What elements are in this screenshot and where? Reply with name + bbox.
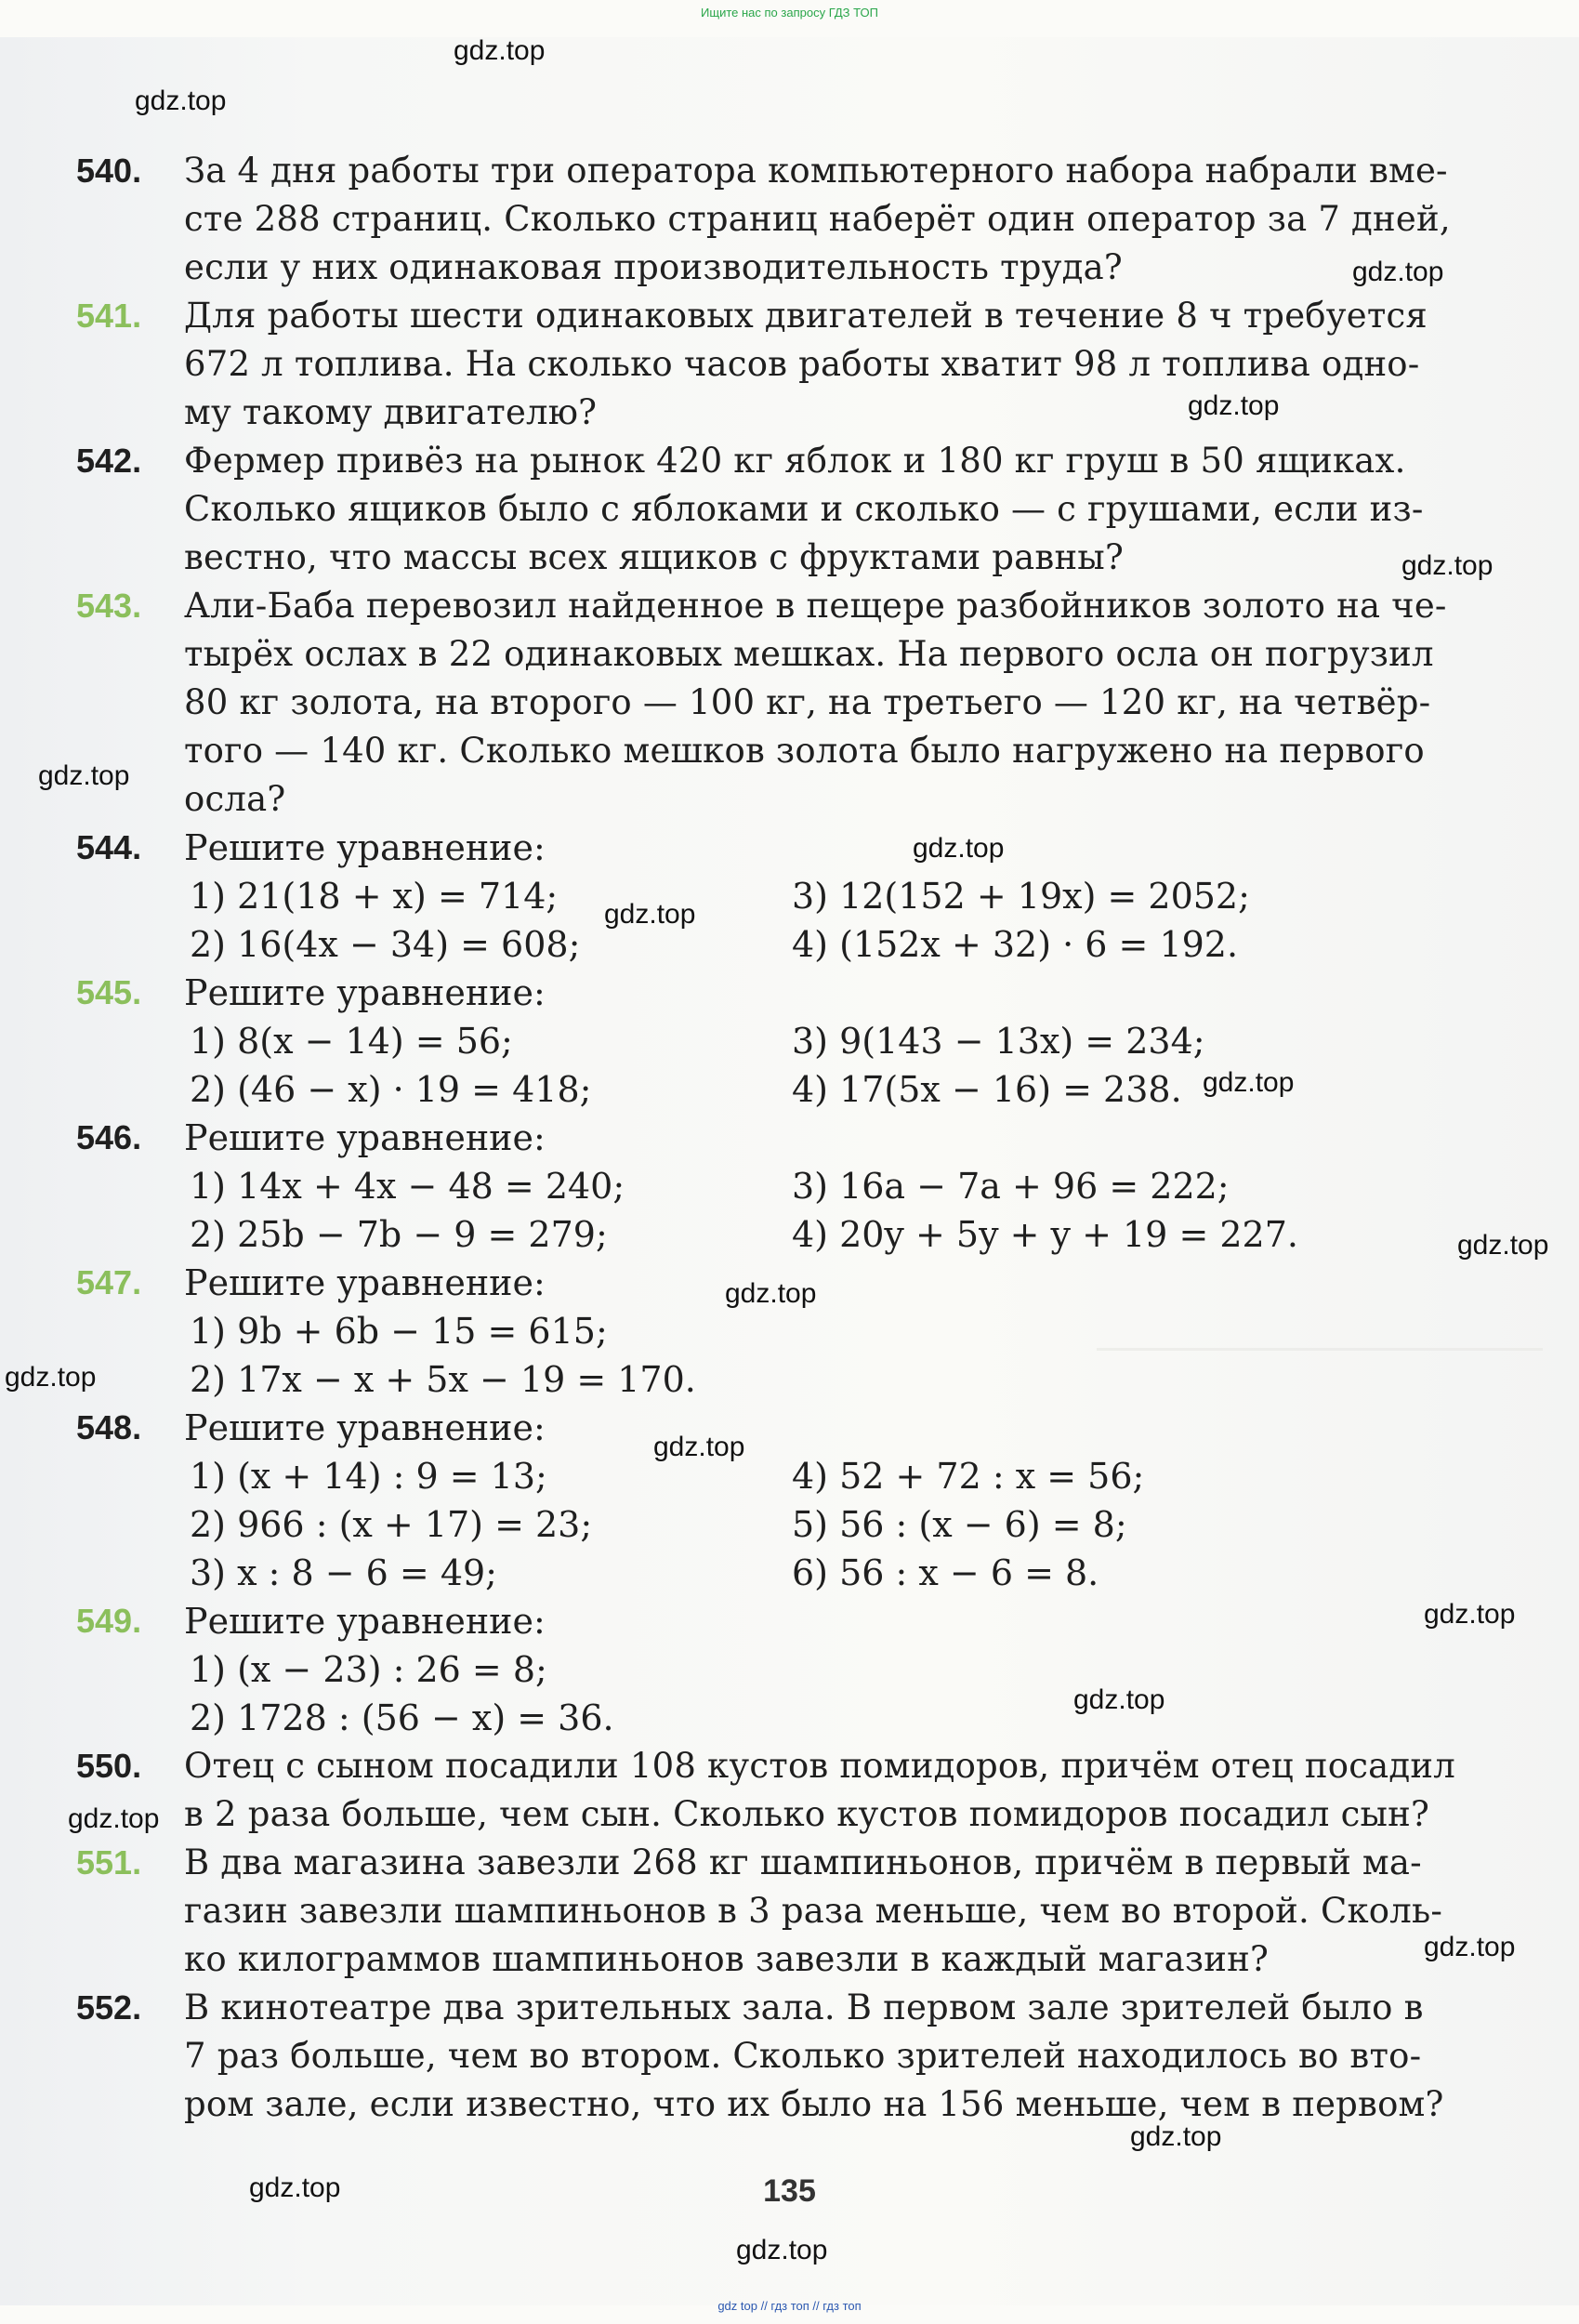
equation: 4) 52 + 72 : x = 56; — [792, 1456, 1145, 1497]
text-line: сте 288 страниц. Сколько страниц наберёт один оператор за 7 дней, — [184, 199, 1451, 239]
text-line: В кинотеатре два зрительных зала. В первом зале зрителей было в — [184, 1987, 1424, 2027]
equation: 2) (46 − x) · 19 = 418; — [190, 1069, 592, 1110]
equation: 1) 14x + 4x − 48 = 240; — [190, 1166, 625, 1207]
problem-number: 543. — [76, 587, 142, 625]
text-line: того — 140 кг. Сколько мешков золота было нагружено на первого — [184, 731, 1425, 771]
equation: 1) (x − 23) : 26 = 8; — [190, 1649, 547, 1690]
equation-row — [184, 872, 1532, 920]
text-line: В два магазина завезли 268 кг шампиньонов, причём в первый ма- — [184, 1842, 1422, 1882]
text-line: Сколько ящиков было с яблоками и сколько — с грушами, если из- — [184, 489, 1424, 529]
equation: 5) 56 : (x − 6) = 8; — [792, 1504, 1127, 1545]
watermark: gdz.top — [653, 1432, 745, 1462]
page-number: 135 — [763, 2173, 816, 2209]
equation-row — [184, 1210, 1532, 1259]
equation-row — [184, 1162, 1532, 1210]
equation: 2) 966 : (x + 17) = 23; — [190, 1504, 593, 1545]
problem-text — [184, 1839, 1532, 1984]
problem-heading: Решите уравнение: — [184, 1601, 546, 1642]
equation: 3) 9(143 − 13x) = 234; — [792, 1021, 1205, 1062]
equation: 4) 20y + 5y + y + 19 = 227. — [792, 1214, 1298, 1255]
watermark: gdz.top — [1424, 1932, 1516, 1962]
text-line: вестно, что массы всех ящиков с фруктами равны? — [184, 537, 1124, 577]
problem-heading: Решите уравнение: — [184, 827, 546, 868]
watermark: gdz.top — [1457, 1230, 1549, 1261]
equation: 6) 56 : x − 6 = 8. — [792, 1552, 1099, 1593]
problem-text — [184, 437, 1532, 582]
problem-number: 544. — [76, 828, 142, 866]
watermark: gdz.top — [68, 1803, 160, 1834]
text-line: Отец с сыном посадили 108 кустов помидоров, причём отец посадил — [184, 1746, 1455, 1786]
watermark: gdz.top — [1073, 1684, 1165, 1715]
equation-row — [184, 1645, 1532, 1694]
equation: 1) 9b + 6b − 15 = 615; — [190, 1311, 608, 1352]
problem-number: 545. — [76, 973, 142, 1011]
watermark: gdz.top — [38, 760, 130, 791]
problem-number: 541. — [76, 297, 142, 335]
watermark: gdz.top — [135, 86, 227, 116]
equation-row — [184, 1500, 1532, 1549]
equation-row — [184, 1355, 1532, 1404]
equation-row — [184, 920, 1532, 969]
problem-text — [184, 292, 1532, 437]
problem-text — [184, 1984, 1532, 2129]
problem-heading: Решите уравнение: — [184, 1407, 546, 1448]
equation: 2) 1728 : (56 − x) = 36. — [190, 1697, 614, 1738]
bottom-note: gdz top // гдз топ // гдз топ — [717, 2299, 862, 2313]
watermark: gdz.top — [454, 35, 546, 66]
watermark: gdz.top — [604, 899, 696, 930]
text-line: ко килограммов шампиньонов завезли в каждый магазин? — [184, 1939, 1270, 1979]
text-line: му такому двигателю? — [184, 392, 598, 432]
problem-number: 546. — [76, 1118, 142, 1156]
equation-list — [184, 1114, 1532, 1259]
watermark: gdz.top — [249, 2172, 341, 2203]
text-line: 672 л топлива. На сколько часов работы хватит 98 л топлива одно- — [184, 344, 1420, 384]
equation: 3) 16a − 7a + 96 = 222; — [792, 1166, 1230, 1207]
text-line: 7 раз больше, чем во втором. Сколько зрителей находилось во вто- — [184, 2036, 1422, 2076]
watermark: gdz.top — [1130, 2121, 1222, 2152]
text-line: в 2 раза больше, чем сын. Сколько кустов помидоров посадил сын? — [184, 1794, 1430, 1834]
watermark: gdz.top — [1352, 257, 1444, 287]
equation: 4) (152x + 32) · 6 = 192. — [792, 924, 1239, 965]
equation: 3) x : 8 − 6 = 49; — [190, 1552, 497, 1593]
equation-list — [184, 969, 1532, 1114]
equation-list — [184, 1404, 1532, 1597]
text-line: Для работы шести одинаковых двигателей в течение 8 ч требуется — [184, 296, 1428, 336]
top-note: Ищите нас по запросу ГДЗ ТОП — [701, 6, 878, 20]
equation: 1) 8(x − 14) = 56; — [190, 1021, 513, 1062]
problem-heading: Решите уравнение: — [184, 1117, 546, 1158]
text-line: осла? — [184, 779, 286, 819]
problem-number: 549. — [76, 1602, 142, 1640]
text-line: За 4 дня работы три оператора компьютерного набора набрали вме- — [184, 151, 1448, 191]
text-line: если у них одинаковая производительность труда? — [184, 247, 1123, 287]
equation: 1) 21(18 + x) = 714; — [190, 876, 559, 917]
text-line: газин завезли шампиньонов в 3 раза меньше, чем во второй. Сколь- — [184, 1891, 1443, 1931]
equation-list — [184, 1259, 1532, 1404]
equation: 4) 17(5x − 16) = 238. — [792, 1069, 1182, 1110]
text-line: Фермер привёз на рынок 420 кг яблок и 180 кг груш в 50 ящиках. — [184, 441, 1406, 481]
equation-row — [184, 1694, 1532, 1742]
equation: 1) (x + 14) : 9 = 13; — [190, 1456, 547, 1497]
problem-number: 548. — [76, 1408, 142, 1446]
watermark: gdz.top — [1203, 1067, 1295, 1098]
watermark: gdz.top — [725, 1278, 817, 1309]
watermark: gdz.top — [5, 1362, 97, 1393]
text-line: ром зале, если известно, что их было на 156 меньше, чем в первом? — [184, 2084, 1444, 2124]
equation: 3) 12(152 + 19x) = 2052; — [792, 876, 1250, 917]
text-line: тырёх ослах в 22 одинаковых мешках. На первого осла он погрузил — [184, 634, 1434, 674]
equation: 2) 25b − 7b − 9 = 279; — [190, 1214, 608, 1255]
equation: 2) 17x − x + 5x − 19 = 170. — [190, 1359, 696, 1400]
problem-heading: Решите уравнение: — [184, 1262, 546, 1303]
equation-row — [184, 1065, 1532, 1114]
equation-row — [184, 1452, 1532, 1500]
equation-row — [184, 1307, 1532, 1355]
problem-text — [184, 582, 1532, 824]
problem-text — [184, 147, 1532, 292]
problem-number: 550. — [76, 1747, 142, 1785]
watermark: gdz.top — [1424, 1599, 1516, 1630]
problem-number: 551. — [76, 1843, 142, 1882]
problem-number: 552. — [76, 1988, 142, 2027]
equation-list — [184, 824, 1532, 969]
text-line: Али-Баба перевозил найденное в пещере разбойников золото на че- — [184, 586, 1447, 626]
text-line: 80 кг золота, на второго — 100 кг, на третьего — 120 кг, на четвёр- — [184, 682, 1431, 722]
watermark: gdz.top — [736, 2235, 828, 2265]
equation: 2) 16(4x − 34) = 608; — [190, 924, 581, 965]
watermark: gdz.top — [1401, 550, 1493, 581]
problem-number: 540. — [76, 152, 142, 190]
problem-text — [184, 1742, 1532, 1839]
problem-heading: Решите уравнение: — [184, 972, 546, 1013]
equation-row — [184, 1017, 1532, 1065]
equation-row — [184, 1549, 1532, 1597]
problem-number: 542. — [76, 442, 142, 480]
problem-number: 547. — [76, 1263, 142, 1301]
equation-list — [184, 1597, 1532, 1742]
watermark: gdz.top — [1188, 390, 1280, 421]
watermark: gdz.top — [913, 833, 1005, 864]
